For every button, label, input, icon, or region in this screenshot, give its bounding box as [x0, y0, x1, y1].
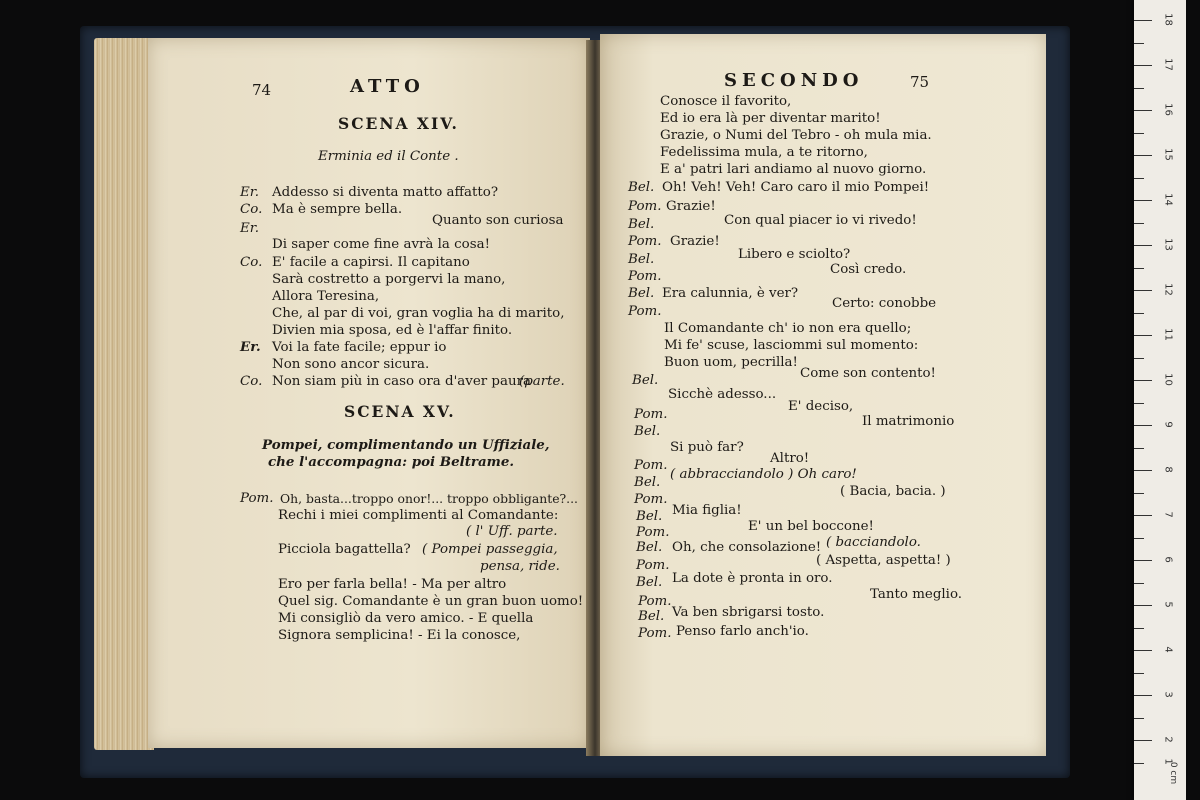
ruler-number: 4	[1162, 646, 1174, 653]
ruler-number: 18	[1162, 13, 1174, 26]
speaker: Co.	[240, 202, 263, 217]
page-number-right: 75	[910, 73, 930, 91]
verse-line: Divien mia sposa, ed è l'affar finito.	[272, 323, 513, 338]
verse-line: Signora semplicina! - Ei la conosce,	[278, 628, 521, 643]
verse-line: Così credo.	[830, 262, 907, 277]
verse-line: Oh! Veh! Veh! Caro caro il mio Pompei!	[662, 180, 930, 195]
scene-cast: Erminia ed il Conte .	[318, 149, 459, 164]
verse-line: E' facile a capirsi. Il capitano	[272, 255, 470, 270]
ruler-number: 3	[1162, 691, 1174, 698]
speaker: Pom.	[240, 491, 274, 506]
verse-line: Quanto son curiosa	[432, 213, 564, 228]
speaker: Er.	[240, 185, 259, 200]
stage-direction: ( bacciandolo.	[826, 535, 921, 550]
verse-line: Con qual piacer io vi rivedo!	[724, 213, 917, 228]
speaker: Bel.	[628, 180, 655, 195]
speaker: Pom.	[636, 525, 670, 540]
verse-line: Si può far?	[670, 440, 744, 455]
speaker: Bel.	[636, 575, 663, 590]
verse-line: Tanto meglio.	[870, 587, 963, 602]
ruler-number: 10	[1162, 373, 1174, 386]
speaker: Pom.	[628, 304, 662, 319]
verse-line: Allora Teresina,	[272, 289, 380, 304]
speaker: Pom.	[638, 594, 672, 609]
speaker: Pom.	[636, 558, 670, 573]
ruler-number: 14	[1162, 193, 1174, 206]
speaker: Co.	[240, 255, 263, 270]
measuring-ruler	[1134, 0, 1186, 800]
stage-direction: ( l' Uff. parte.	[466, 524, 558, 539]
page-number-left: 74	[252, 81, 272, 99]
speaker: Bel.	[636, 509, 663, 524]
stage-direction: ( Pompei passeggia,	[422, 542, 558, 557]
verse-line: Era calunnia, è ver?	[662, 286, 799, 301]
speaker: Bel.	[634, 424, 661, 439]
verse-line: Ed io era là per diventar marito!	[660, 111, 881, 126]
verse-line: Grazie!	[666, 199, 716, 214]
speaker: Pom.	[634, 458, 668, 473]
scene-cast: che l'accompagna: poi Beltrame.	[268, 454, 514, 470]
verse-line: E' un bel boccone!	[748, 519, 874, 534]
speaker: Bel.	[628, 286, 655, 301]
verse-line: Libero e sciolto?	[738, 247, 851, 262]
ruler-number: 7	[1162, 511, 1174, 518]
ruler-number: 16	[1162, 103, 1174, 116]
stage-direction: pensa, ride.	[480, 559, 560, 574]
speaker: Bel.	[628, 252, 655, 267]
verse-line: Di saper come fine avrà la cosa!	[272, 237, 490, 252]
ruler-number: 5	[1162, 601, 1174, 608]
scene-title: SCENA XV.	[344, 402, 456, 421]
speaker: Bel.	[632, 373, 659, 388]
verse-line: Quel sig. Comandante è un gran buon uomo!	[278, 594, 584, 609]
ruler-number: 2	[1162, 736, 1174, 743]
speaker: Er.	[240, 339, 261, 355]
speaker: Pom.	[628, 234, 662, 249]
verse-line: Buon uom, pecrilla!	[664, 355, 798, 370]
verse-line: Mi fe' scuse, lasciommi sul momento:	[664, 338, 919, 353]
verse-line: Non sono ancor sicura.	[272, 357, 430, 372]
verse-line: Penso farlo anch'io.	[676, 624, 809, 639]
ruler-unit-label: 0 cm	[1168, 761, 1179, 785]
stage-direction: ( Bacia, bacia. )	[840, 484, 946, 499]
speaker: Er.	[240, 221, 259, 236]
verse-line: Fedelissima mula, a te ritorno,	[660, 145, 868, 160]
speaker: Pom.	[634, 492, 668, 507]
verse-line: Addesso si diventa matto affatto?	[272, 185, 499, 200]
ruler-number: 13	[1162, 238, 1174, 251]
ruler-number: 1	[1162, 758, 1174, 765]
ruler-number: 9	[1162, 421, 1174, 428]
verse-line: Va ben sbrigarsi tosto.	[672, 605, 825, 620]
verse-line: Il matrimonio	[862, 414, 955, 429]
stage-direction: (parte.	[519, 374, 565, 389]
verse-line: Il Comandante ch' io non era quello;	[664, 321, 912, 336]
verse-line: Conosce il favorito,	[660, 94, 792, 109]
verse-line: Non siam più in caso ora d'aver paura	[272, 374, 531, 389]
scene-title: SCENA XIV.	[338, 114, 459, 133]
verse-line: Mia figlia!	[672, 503, 742, 518]
verse-line: Sarà costretto a porgervi la mano,	[272, 272, 506, 287]
verse-line: Voi la fate facile; eppur io	[272, 340, 447, 355]
speaker: Bel.	[628, 217, 655, 232]
verse-line: Certo: conobbe	[832, 296, 937, 311]
ruler-number: 12	[1162, 283, 1174, 296]
verse-line: E a' patri lari andiamo al nuovo giorno.	[660, 162, 927, 177]
verse-line: La dote è pronta in oro.	[672, 571, 833, 586]
ruler-number: 15	[1162, 148, 1174, 161]
speaker: Co.	[240, 374, 263, 389]
speaker: Bel.	[634, 475, 661, 490]
verse-line: Che, al par di voi, gran voglia ha di marito,	[272, 306, 565, 321]
ruler-number: 17	[1162, 58, 1174, 71]
verse-line: Altro!	[770, 451, 810, 466]
verse-line: Picciola bagattella?	[278, 542, 411, 557]
ruler-number: 6	[1162, 556, 1174, 563]
verse-line: Grazie, o Numi del Tebro - oh mula mia.	[660, 128, 932, 143]
verse-line: ( abbracciandolo ) Oh caro!	[670, 467, 857, 482]
ruler-number: 8	[1162, 466, 1174, 473]
speaker: Pom.	[634, 407, 668, 422]
running-head-left: ATTO	[350, 76, 425, 97]
speaker: Pom.	[638, 626, 672, 641]
speaker: Pom.	[628, 199, 662, 214]
verse-line: Ma è sempre bella.	[272, 202, 403, 217]
verse-line: Ero per farla bella! - Ma per altro	[278, 577, 507, 592]
speaker: Bel.	[638, 609, 665, 624]
right-page	[600, 34, 1046, 756]
ruler-number: 11	[1162, 328, 1174, 341]
verse-line: Oh, basta...troppo onor!... troppo obbligante?...	[280, 491, 578, 506]
verse-line: Rechi i miei complimenti al Comandante:	[278, 508, 559, 523]
speaker: Pom.	[628, 269, 662, 284]
running-head-right: SECONDO	[724, 70, 864, 91]
verse-line: E' deciso,	[788, 399, 854, 414]
verse-line: Mi consigliò da vero amico. - E quella	[278, 611, 534, 626]
speaker: Bel.	[636, 540, 663, 555]
verse-line: Grazie!	[670, 234, 720, 249]
scene-cast: Pompei, complimentando un Uffiziale,	[262, 437, 550, 453]
page-edges	[94, 38, 154, 750]
left-page	[148, 38, 590, 748]
verse-line: Oh, che consolazione!	[672, 540, 822, 555]
stage-direction: ( Aspetta, aspetta! )	[816, 553, 951, 568]
verse-line: Come son contento!	[800, 366, 936, 381]
verse-line: Sicchè adesso...	[668, 387, 777, 402]
